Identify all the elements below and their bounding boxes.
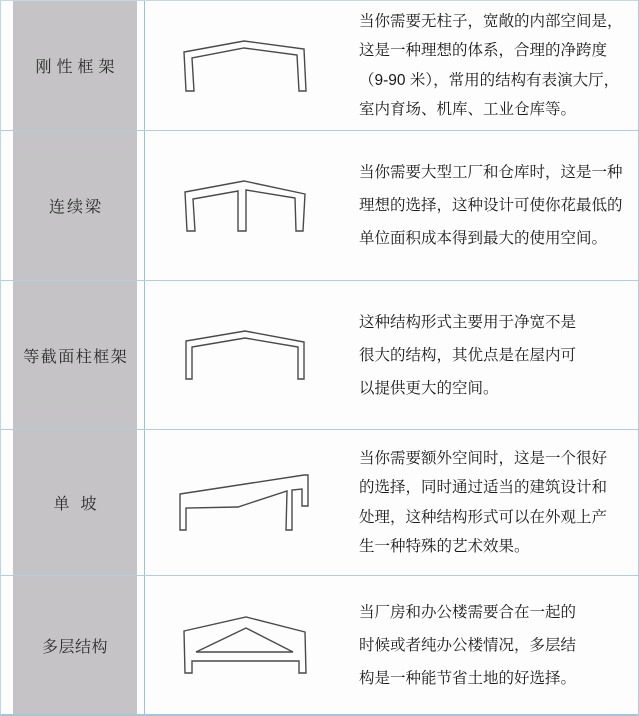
description-line: 处理，这种结构形式可以在外观上产 (359, 508, 608, 526)
description-cell (345, 1, 638, 130)
diagram-cell (145, 430, 345, 575)
row-label-cell (1, 1, 145, 130)
description-line: 这是一种理想的体系，合理的净跨度 (359, 42, 608, 59)
single-slope-diagram (178, 473, 312, 533)
structure-type-label: 连续梁 (48, 199, 103, 216)
description-line: 当厂房和办公楼需要合在一起的 (359, 603, 577, 621)
description-line: 以提供更大的空间。 (359, 379, 499, 397)
description-cell (345, 576, 638, 714)
diagram-cell (145, 281, 345, 429)
row-label-cell (1, 576, 145, 714)
structure-type-label: 刚性框架 (35, 59, 120, 76)
row-label-background (13, 430, 137, 575)
rigid-frame-diagram (180, 39, 310, 93)
description-line: 理想的选择，这种设计可使你花最低的 (359, 197, 623, 214)
description-line: 时候或者纯办公楼情况，多层结 (359, 636, 577, 654)
description-line: 这种结构形式主要用于净宽不是 (359, 313, 577, 331)
description-line: 当你需要无柱子，宽敞的内部空间是， (359, 12, 623, 30)
description-line: 构是一种能节省土地的好选择。 (359, 669, 577, 687)
diagram-cell (145, 1, 345, 130)
continuous-beam-diagram (182, 179, 308, 233)
description-line: 室内育场、机库、工业仓库等。 (359, 101, 577, 118)
uniform-column-frame-diagram (182, 329, 308, 381)
row-label-background (13, 281, 137, 429)
description-cell (345, 430, 638, 575)
structure-type-label: 单坡 (53, 496, 108, 513)
description-line: 当你需要大型工厂和仓库时，这是一种 (359, 164, 623, 181)
description-line: （9-90 米），常用的结构有表演大厅， (359, 71, 620, 89)
diagram-cell (145, 131, 345, 280)
description-cell (345, 281, 638, 429)
structure-type-label: 等截面柱框架 (23, 348, 129, 366)
description-line: 生一种特殊的艺术效果。 (359, 538, 530, 555)
row-label-cell (1, 131, 145, 280)
row-label-cell (1, 281, 145, 429)
multi-storey-structure-diagram (182, 614, 308, 676)
row-label-background (13, 1, 137, 130)
table-row (1, 130, 638, 280)
description-cell (345, 131, 638, 280)
table-row (1, 575, 638, 714)
structure-type-label: 多层结构 (41, 638, 108, 656)
description-line: 当你需要额外空间时，这是一个很好 (359, 449, 608, 467)
description-line: 很大的结构，其优点是在屋内可 (359, 346, 577, 364)
table-row (1, 429, 638, 575)
description-line: 的选择，同时通过适当的建筑设计和 (359, 479, 608, 496)
diagram-cell (145, 576, 345, 714)
row-label-background (13, 131, 137, 280)
table-row (1, 1, 638, 130)
description-line: 单位面积成本得到最大的使用空间。 (359, 230, 608, 247)
row-label-background (13, 576, 137, 714)
table-row (1, 280, 638, 429)
row-label-cell (1, 430, 145, 575)
